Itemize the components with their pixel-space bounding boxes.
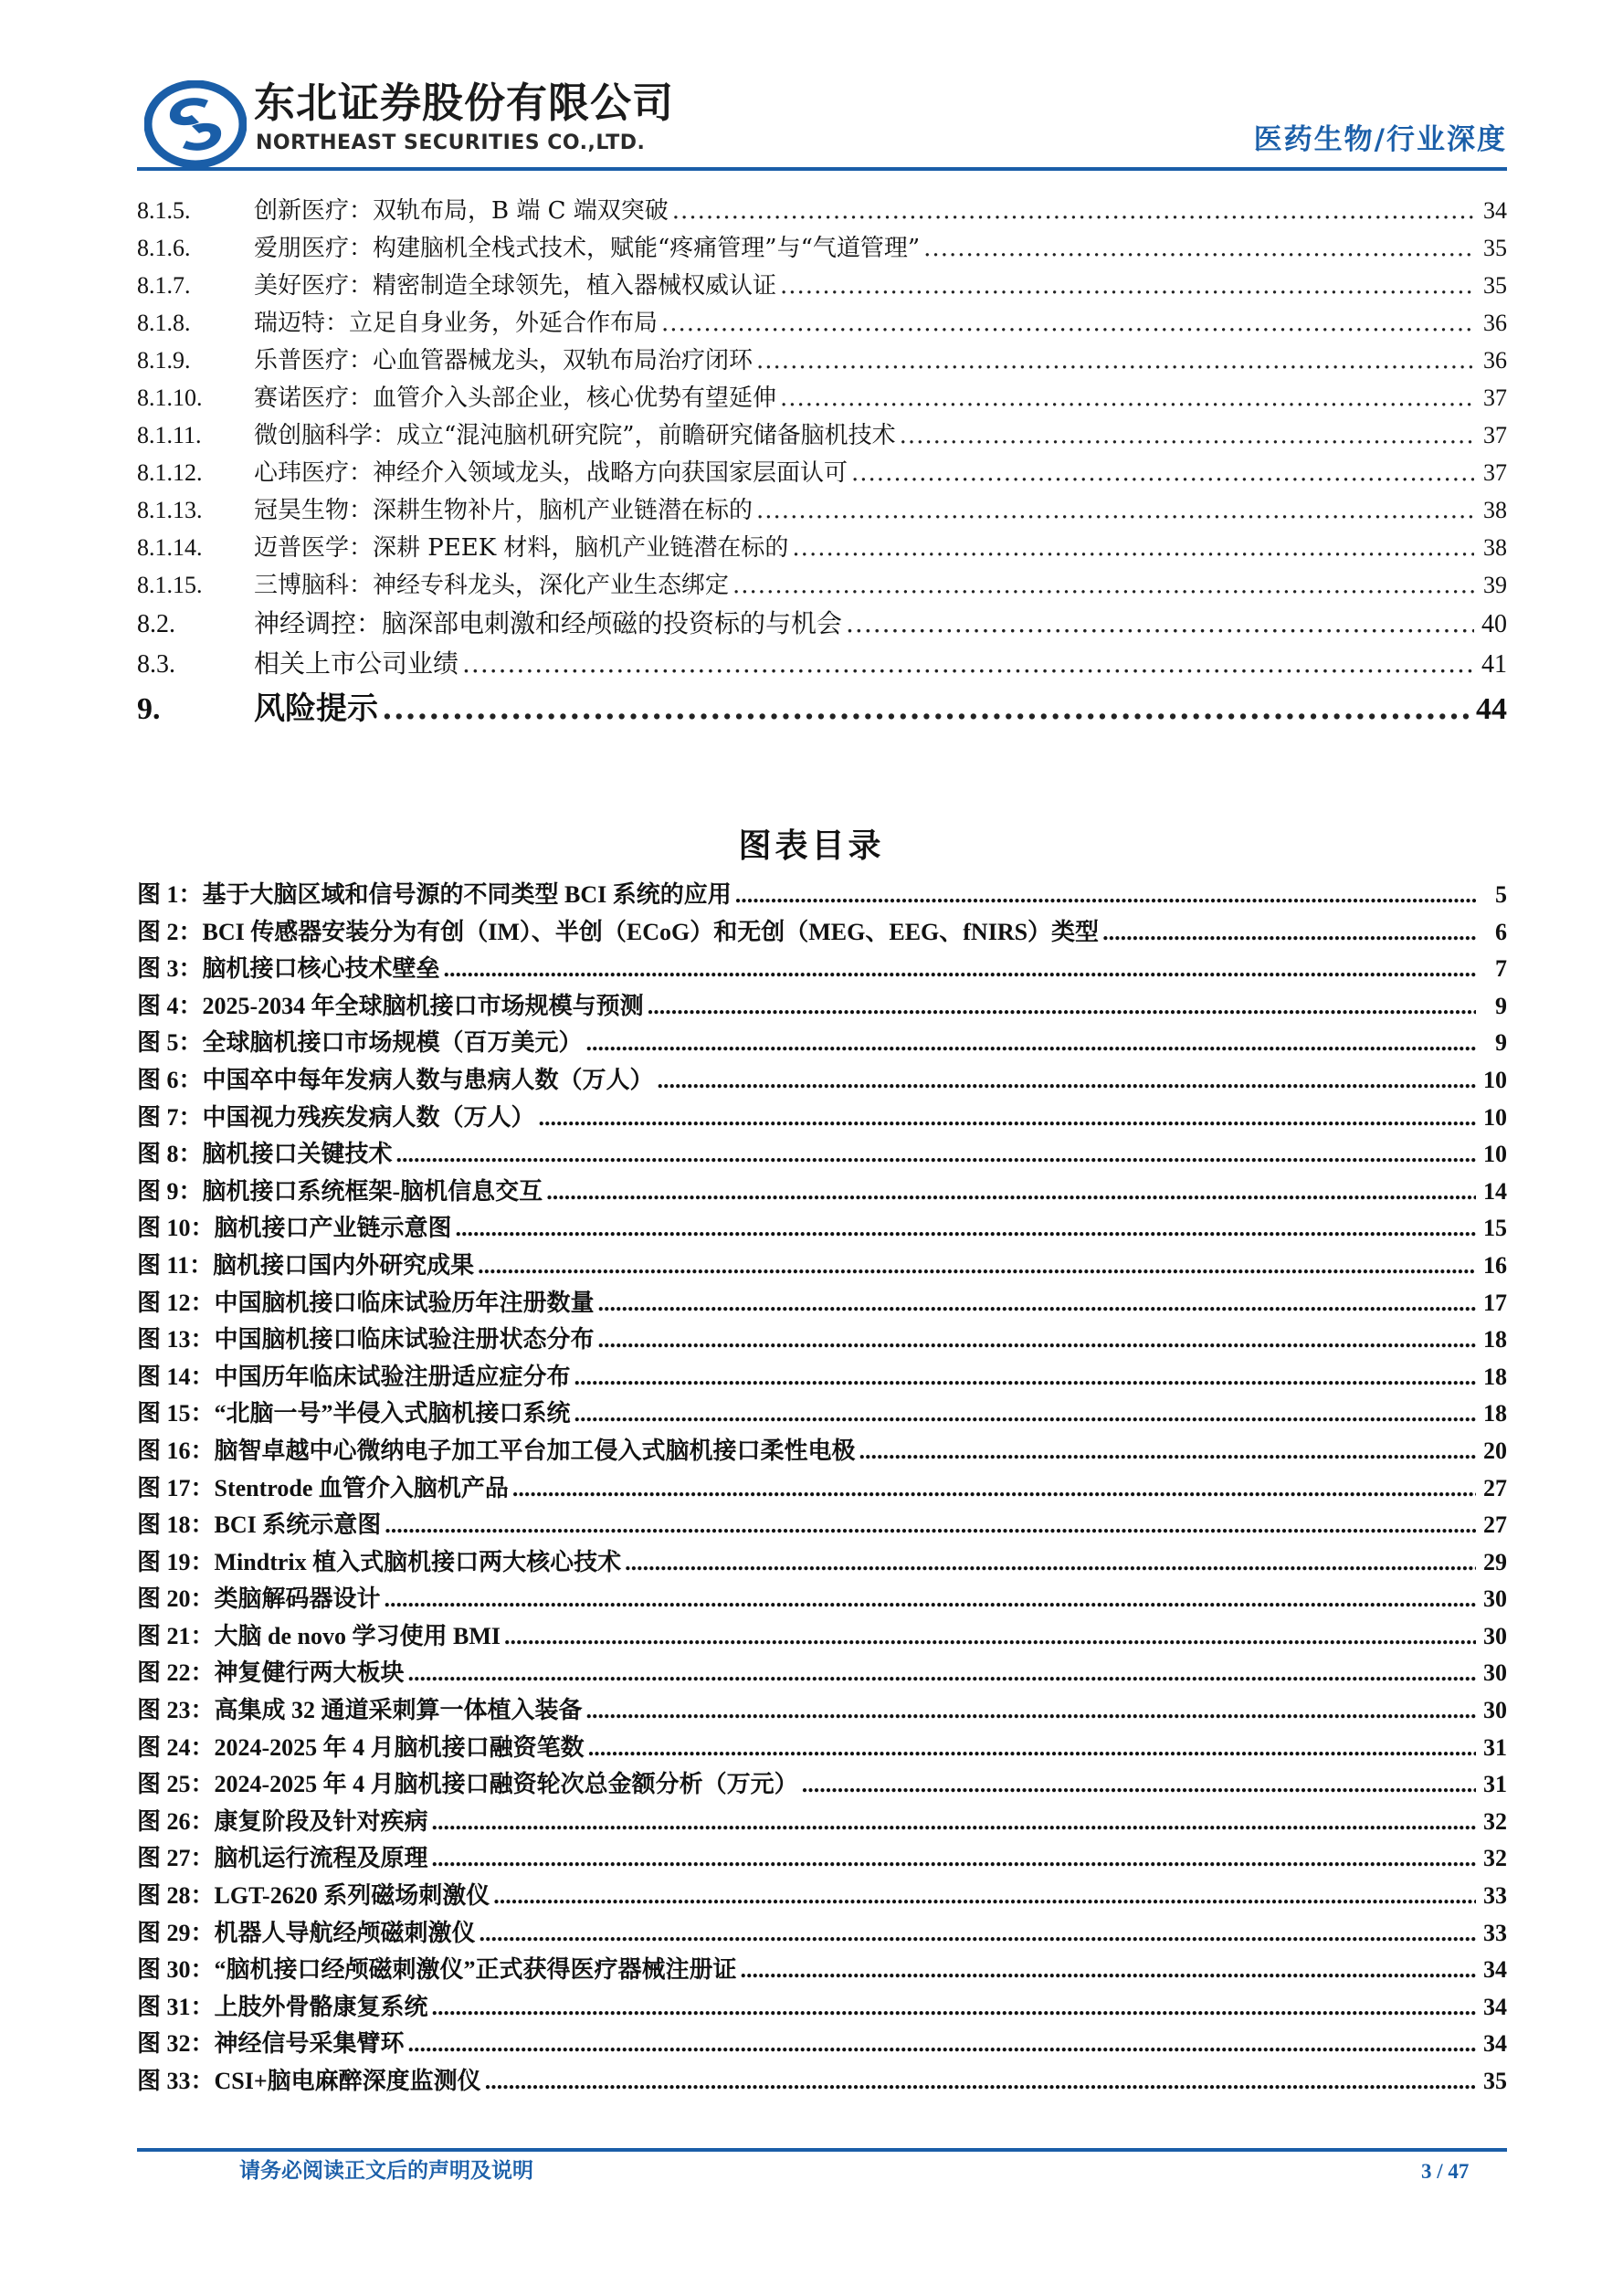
- dot-leader: [846, 604, 1474, 644]
- toc-entry[interactable]: [137, 229, 1507, 267]
- figure-entry-label: 图 33：: [137, 2068, 215, 2094]
- dot-leader: [648, 988, 1476, 1026]
- disclaimer-note: 请务必阅读正文后的声明及说明: [239, 2159, 533, 2183]
- dot-leader: [732, 567, 1474, 605]
- toc-entry-page: 41: [1481, 650, 1507, 679]
- figure-entry-title[interactable]: 基于大脑区域和信号源的不同类型 BCI 系统的应用: [202, 881, 732, 908]
- dot-leader: [385, 1581, 1476, 1618]
- toc-entry[interactable]: [137, 379, 1507, 416]
- figure-entry-page: 30: [1483, 1659, 1507, 1687]
- toc-entry-title[interactable]: 美好医疗：精密制造全球领先，植入器械权威认证: [254, 272, 777, 300]
- figure-entry[interactable]: [137, 1248, 1507, 1285]
- figure-entry-label: 图 24：: [137, 1733, 215, 1761]
- dot-leader: [672, 193, 1474, 230]
- toc-entry-title[interactable]: 创新医疗：双轨布局，B 端 C 端双突破: [254, 197, 669, 225]
- toc-entry[interactable]: [137, 684, 1507, 733]
- figure-entry-title[interactable]: Mindtrix 植入式脑机接口两大核心技术: [214, 1548, 622, 1575]
- figure-entry-label: 图 13：: [137, 1326, 215, 1353]
- dot-leader: [408, 1655, 1476, 1692]
- toc-entry[interactable]: [137, 491, 1507, 529]
- dot-leader: [512, 1470, 1476, 1508]
- figure-entry[interactable]: [137, 1025, 1507, 1062]
- figure-entry-label: 图 14：: [137, 1363, 215, 1390]
- figure-entry-page: 31: [1483, 1771, 1507, 1798]
- dot-leader: [780, 380, 1474, 417]
- figure-entry-page: 32: [1483, 1807, 1507, 1835]
- dot-leader: [661, 305, 1474, 342]
- figure-entry[interactable]: [137, 1210, 1507, 1248]
- figure-entry-label: 图 5：: [137, 1029, 203, 1057]
- figure-entry-page: 30: [1483, 1622, 1507, 1649]
- figure-entry-title[interactable]: CSI+脑电麻醉深度监测仪: [214, 2068, 481, 2094]
- figure-entry[interactable]: [137, 988, 1507, 1026]
- figure-entry[interactable]: [137, 2063, 1507, 2101]
- toc-entry-page: 35: [1483, 235, 1507, 261]
- figure-entry-label: 图 7：: [137, 1103, 203, 1131]
- toc-entry-page: 37: [1483, 422, 1507, 448]
- figure-entry-title[interactable]: 全球脑机接口市场规模（百万美元）: [202, 1029, 583, 1057]
- figures-list: [137, 877, 1507, 2101]
- dot-leader: [432, 1804, 1476, 1841]
- figure-entry-page: 14: [1483, 1177, 1507, 1205]
- dot-leader: [658, 1062, 1476, 1100]
- figure-entry-page: 35: [1483, 2068, 1507, 2094]
- figure-entry-page: 30: [1483, 1585, 1507, 1613]
- toc-entry-number: 8.1.5.: [137, 197, 191, 224]
- figure-entry-title[interactable]: 中国视力残疾发病人数（万人）: [202, 1103, 535, 1131]
- figure-entry-page: 29: [1483, 1548, 1507, 1575]
- figure-entry-label: 图 31：: [137, 1993, 215, 2020]
- toc-entry-title[interactable]: 冠昊生物：深耕生物补片，脑机产业链潜在标的: [254, 497, 754, 524]
- dot-leader: [598, 1322, 1476, 1359]
- toc-entry-number: 8.1.14.: [137, 534, 203, 561]
- dot-leader: [480, 1915, 1476, 1953]
- toc-entry-page: 38: [1483, 497, 1507, 523]
- figure-entry[interactable]: [137, 1952, 1507, 1989]
- figure-entry-title[interactable]: 脑机接口核心技术壁垒: [202, 955, 440, 983]
- figure-entry-label: 图 2：: [137, 918, 203, 945]
- figure-entry-label: 图 26：: [137, 1807, 215, 1835]
- figure-entry-label: 图 17：: [137, 1474, 215, 1501]
- figure-entry-title[interactable]: 大脑 de novo 学习使用 BMI: [214, 1622, 501, 1649]
- figure-entry-page: 33: [1483, 1919, 1507, 1946]
- toc-entry-page: 38: [1483, 534, 1507, 561]
- toc-entry-page: 34: [1483, 197, 1507, 224]
- figure-entry-title[interactable]: 脑机接口系统框架-脑机信息交互: [202, 1177, 543, 1205]
- figure-entry-label: 图 30：: [137, 1956, 215, 1984]
- toc-entry-number: 9.: [137, 692, 161, 726]
- toc-entry-page: 37: [1483, 384, 1507, 411]
- toc-entry-number: 8.2.: [137, 610, 175, 638]
- dot-leader: [741, 1952, 1476, 1989]
- dot-leader: [735, 877, 1476, 914]
- figure-entry-label: 图 25：: [137, 1771, 215, 1798]
- figure-entry[interactable]: [137, 1062, 1507, 1100]
- figure-entry-label: 图 16：: [137, 1437, 215, 1464]
- figure-entry-page: 16: [1483, 1251, 1507, 1279]
- toc-entry-page: 37: [1483, 459, 1507, 486]
- figure-entry-title[interactable]: “脑机接口经颅磁刺激仪”正式获得医疗器械注册证: [214, 1956, 737, 1984]
- figure-entry-page: 18: [1483, 1326, 1507, 1353]
- dot-leader: [485, 2063, 1476, 2101]
- figure-entry-label: 图 6：: [137, 1066, 203, 1093]
- figure-entry[interactable]: [137, 1878, 1507, 1915]
- report-category: 医药生物/行业深度: [1253, 123, 1507, 156]
- table-of-contents: [137, 192, 1507, 733]
- dot-leader: [432, 1840, 1476, 1878]
- figure-entry[interactable]: [137, 1470, 1507, 1508]
- figure-entry-title[interactable]: 中国脑机接口临床试验历年注册数量: [214, 1289, 595, 1316]
- company-name-en: NORTHEAST SECURITIES CO.,LTD.: [256, 132, 646, 154]
- dot-leader: [1102, 914, 1476, 952]
- figure-entry-title[interactable]: 脑机接口产业链示意图: [214, 1215, 452, 1242]
- toc-entry-number: 8.1.12.: [137, 459, 203, 486]
- figure-entry-label: 图 9：: [137, 1177, 203, 1205]
- figure-entry-label: 图 3：: [137, 955, 203, 983]
- toc-entry-page: 44: [1476, 692, 1507, 726]
- dot-leader: [539, 1100, 1476, 1137]
- toc-entry[interactable]: [137, 267, 1507, 304]
- toc-entry-page: 36: [1483, 347, 1507, 374]
- page-indicator: 3 / 47: [1421, 2160, 1470, 2183]
- dot-leader: [900, 417, 1474, 455]
- company-name-cn: 东北证券股份有限公司: [254, 79, 675, 127]
- toc-entry-number: 8.1.6.: [137, 235, 191, 261]
- figure-entry-title[interactable]: 类脑解码器设计: [214, 1585, 381, 1613]
- dot-leader: [385, 1507, 1476, 1544]
- toc-entry-page: 39: [1483, 572, 1507, 598]
- dot-leader: [851, 455, 1474, 492]
- figure-entry-label: 图 19：: [137, 1548, 215, 1575]
- figure-entry-title[interactable]: BCI 系统示意图: [214, 1511, 382, 1539]
- toc-entry-number: 8.1.15.: [137, 572, 203, 598]
- figure-entry[interactable]: [137, 1544, 1507, 1582]
- dot-leader: [586, 1025, 1476, 1062]
- toc-entry-page: 36: [1483, 310, 1507, 336]
- figure-entry-page: 7: [1495, 955, 1507, 983]
- figure-entry[interactable]: [137, 1581, 1507, 1618]
- northeast-securities-logo-icon: [144, 80, 247, 168]
- dot-leader: [802, 1766, 1476, 1804]
- figure-entry-page: 15: [1483, 1215, 1507, 1242]
- figure-entry-title[interactable]: 脑机接口国内外研究成果: [213, 1251, 475, 1279]
- toc-entry[interactable]: [137, 454, 1507, 491]
- figure-entry-page: 10: [1483, 1066, 1507, 1093]
- figure-entry-label: 图 8：: [137, 1141, 203, 1168]
- toc-entry-number: 8.1.9.: [137, 347, 191, 374]
- dot-leader: [408, 2026, 1476, 2063]
- dot-leader: [574, 1359, 1476, 1396]
- figure-entry-label: 图 28：: [137, 1882, 215, 1910]
- dot-leader: [792, 530, 1474, 567]
- figure-entry-title[interactable]: 高集成 32 通道采刺算一体植入装备: [214, 1697, 583, 1724]
- toc-entry-number: 8.3.: [137, 650, 175, 679]
- figure-entry-label: 图 21：: [137, 1622, 215, 1649]
- dot-leader: [923, 230, 1474, 268]
- toc-entry-page: 35: [1483, 272, 1507, 299]
- figure-entry[interactable]: [137, 1359, 1507, 1396]
- figure-entry-page: 34: [1483, 2030, 1507, 2058]
- figure-entry-title[interactable]: 中国历年临床试验注册适应症分布: [214, 1363, 571, 1390]
- figure-entry-label: 图 12：: [137, 1289, 215, 1316]
- toc-entry[interactable]: [137, 566, 1507, 604]
- dot-leader: [462, 644, 1474, 684]
- dot-leader: [396, 1136, 1476, 1174]
- toc-entry[interactable]: [137, 529, 1507, 566]
- toc-entry-title[interactable]: 乐普医疗：心血管器械龙头，双轨布局治疗闭环: [254, 347, 754, 374]
- dot-leader: [504, 1618, 1476, 1656]
- figure-entry[interactable]: [137, 1507, 1507, 1544]
- figure-entry-label: 图 10：: [137, 1215, 215, 1242]
- dot-leader: [598, 1285, 1476, 1322]
- dot-leader: [478, 1248, 1476, 1285]
- dot-leader: [493, 1878, 1476, 1915]
- toc-entry-number: 8.1.8.: [137, 310, 191, 336]
- figure-entry-title[interactable]: 中国脑机接口临床试验注册状态分布: [214, 1326, 595, 1353]
- figure-entry[interactable]: [137, 1618, 1507, 1656]
- dot-leader: [574, 1396, 1476, 1433]
- page-header: [137, 64, 1507, 169]
- toc-entry-number: 8.1.10.: [137, 384, 203, 411]
- figure-entry-page: 33: [1483, 1882, 1507, 1910]
- figure-entry-title[interactable]: 脑智卓越中心微纳电子加工平台加工侵入式脑机接口柔性电极: [214, 1437, 856, 1464]
- figure-entry-page: 20: [1483, 1437, 1507, 1464]
- dot-leader: [625, 1544, 1476, 1582]
- toc-entry-number: 8.1.11.: [137, 422, 202, 448]
- figure-entry[interactable]: [137, 1766, 1507, 1804]
- figure-entry-page: 34: [1483, 1956, 1507, 1984]
- toc-entry[interactable]: [137, 604, 1507, 644]
- figure-entry[interactable]: [137, 1285, 1507, 1322]
- figure-entry-label: 图 23：: [137, 1697, 215, 1724]
- figure-entry-title[interactable]: Stentrode 血管介入脑机产品: [214, 1474, 509, 1501]
- dot-leader: [588, 1730, 1476, 1767]
- figure-entry-label: 图 11：: [137, 1251, 214, 1279]
- figure-entry-title[interactable]: 康复阶段及针对疾病: [214, 1807, 428, 1835]
- figure-entry[interactable]: [137, 1322, 1507, 1359]
- figure-entry[interactable]: [137, 1915, 1507, 1953]
- figure-entry[interactable]: [137, 1655, 1507, 1692]
- figure-entry-page: 6: [1495, 918, 1507, 945]
- figure-entry-label: 图 4：: [137, 992, 203, 1019]
- header-divider: [137, 167, 1507, 171]
- figure-entry-title[interactable]: 神复健行两大板块: [214, 1659, 405, 1687]
- figure-entry-page: 10: [1483, 1103, 1507, 1131]
- figure-entry-page: 17: [1483, 1289, 1507, 1316]
- footer-divider: [137, 2148, 1507, 2152]
- toc-entry[interactable]: [137, 192, 1507, 229]
- toc-entry-title[interactable]: 微创脑科学：成立“混沌脑机研究院”，前瞻研究储备脑机技术: [254, 422, 896, 449]
- figure-entry-page: 31: [1483, 1733, 1507, 1761]
- figure-entry-title[interactable]: 脑机接口关键技术: [202, 1141, 393, 1168]
- toc-entry-page: 40: [1481, 610, 1507, 638]
- figure-entry-page: 27: [1483, 1511, 1507, 1539]
- toc-entry[interactable]: [137, 342, 1507, 379]
- figure-entry-page: 10: [1483, 1141, 1507, 1168]
- figure-entry-page: 27: [1483, 1474, 1507, 1501]
- figure-entry-page: 30: [1483, 1697, 1507, 1724]
- dot-leader: [432, 1989, 1476, 2027]
- toc-entry[interactable]: [137, 416, 1507, 454]
- figure-entry-page: 9: [1495, 992, 1507, 1019]
- dot-leader: [756, 492, 1474, 530]
- figure-entry[interactable]: [137, 1100, 1507, 1137]
- figure-entry-title[interactable]: 2024-2025 年 4 月脑机接口融资轮次总金额分析（万元）: [214, 1771, 798, 1798]
- toc-entry-title[interactable]: 瑞迈特：立足自身业务，外延合作布局: [254, 310, 659, 337]
- figure-entry-title[interactable]: 上肢外骨骼康复系统: [214, 1993, 428, 2020]
- figure-entry-title[interactable]: BCI 传感器安装分为有创（IM）、半创（ECoG）和无创（MEG、EEG、fNIRS）类型: [202, 918, 1100, 945]
- figure-entry-title[interactable]: 神经信号采集臂环: [214, 2030, 405, 2058]
- figure-entry-page: 32: [1483, 1845, 1507, 1872]
- figure-entry-title[interactable]: 中国卒中每年发病人数与患病人数（万人）: [202, 1066, 654, 1093]
- figure-entry-label: 图 18：: [137, 1511, 215, 1539]
- figure-entry-label: 图 32：: [137, 2030, 215, 2058]
- toc-entry[interactable]: [137, 304, 1507, 342]
- dot-leader: [546, 1174, 1476, 1211]
- figure-entry[interactable]: [137, 2026, 1507, 2063]
- toc-entry-number: 8.1.13.: [137, 497, 203, 523]
- toc-entry-title[interactable]: 迈普医学：深耕 PEEK 材料，脑机产业链潜在标的: [254, 534, 789, 562]
- toc-entry-title[interactable]: 赛诺医疗：血管介入头部企业，核心优势有望延伸: [254, 384, 777, 412]
- toc-entry-title[interactable]: 相关上市公司业绩: [254, 648, 459, 679]
- figure-entry-page: 18: [1483, 1400, 1507, 1427]
- dot-leader: [456, 1210, 1476, 1248]
- figure-entry[interactable]: [137, 1730, 1507, 1767]
- dot-leader: [859, 1433, 1476, 1470]
- figure-entry[interactable]: [137, 1989, 1507, 2027]
- toc-entry-title[interactable]: 神经调控：脑深部电刺激和经颅磁的投资标的与机会: [254, 608, 843, 638]
- figure-entry-label: 图 1：: [137, 881, 203, 908]
- figure-entry-label: 图 15：: [137, 1400, 215, 1427]
- figure-entry-title[interactable]: 机器人导航经颅磁刺激仪: [214, 1919, 476, 1946]
- figure-entry[interactable]: [137, 951, 1507, 988]
- figure-entry-title[interactable]: 脑机运行流程及原理: [214, 1845, 428, 1872]
- figure-entry-page: 18: [1483, 1363, 1507, 1390]
- figure-entry-page: 34: [1483, 1993, 1507, 2020]
- figure-entry[interactable]: [137, 1396, 1507, 1433]
- dot-leader: [780, 268, 1474, 305]
- figure-entry[interactable]: [137, 1804, 1507, 1841]
- figure-entry[interactable]: [137, 1136, 1507, 1174]
- toc-entry[interactable]: [137, 644, 1507, 684]
- figure-entry[interactable]: [137, 1174, 1507, 1211]
- dot-leader: [382, 684, 1472, 733]
- dot-leader: [444, 951, 1476, 988]
- figure-entry-page: 9: [1495, 1029, 1507, 1057]
- figure-entry[interactable]: [137, 914, 1507, 952]
- figure-entry-label: 图 22：: [137, 1659, 215, 1687]
- figure-entry-label: 图 27：: [137, 1845, 215, 1872]
- figure-entry[interactable]: [137, 1433, 1507, 1470]
- figures-list-title: 图表目录: [738, 827, 885, 865]
- figure-entry-title[interactable]: 2024-2025 年 4 月脑机接口融资笔数: [214, 1733, 585, 1761]
- figure-entry-title[interactable]: “北脑一号”半侵入式脑机接口系统: [214, 1400, 571, 1427]
- dot-leader: [586, 1692, 1476, 1730]
- figure-entry[interactable]: [137, 1840, 1507, 1878]
- toc-entry-title[interactable]: 三博脑科：神经专科龙头，深化产业生态绑定: [254, 572, 730, 599]
- figure-entry[interactable]: [137, 877, 1507, 914]
- toc-entry-title[interactable]: 风险提示: [254, 690, 378, 727]
- figure-entry-label: 图 20：: [137, 1585, 215, 1613]
- figure-entry-title[interactable]: LGT-2620 系列磁场刺激仪: [214, 1882, 490, 1910]
- figure-entry[interactable]: [137, 1692, 1507, 1730]
- dot-leader: [756, 342, 1474, 380]
- figure-entry-page: 5: [1495, 881, 1507, 908]
- figure-entry-title[interactable]: 2025-2034 年全球脑机接口市场规模与预测: [202, 992, 644, 1019]
- toc-entry-title[interactable]: 心玮医疗：神经介入领域龙头，战略方向获国家层面认可: [254, 459, 848, 487]
- toc-entry-number: 8.1.7.: [137, 272, 191, 299]
- figure-entry-label: 图 29：: [137, 1919, 215, 1946]
- toc-entry-title[interactable]: 爱朋医疗：构建脑机全栈式技术，赋能“疼痛管理”与“气道管理”: [254, 235, 921, 262]
